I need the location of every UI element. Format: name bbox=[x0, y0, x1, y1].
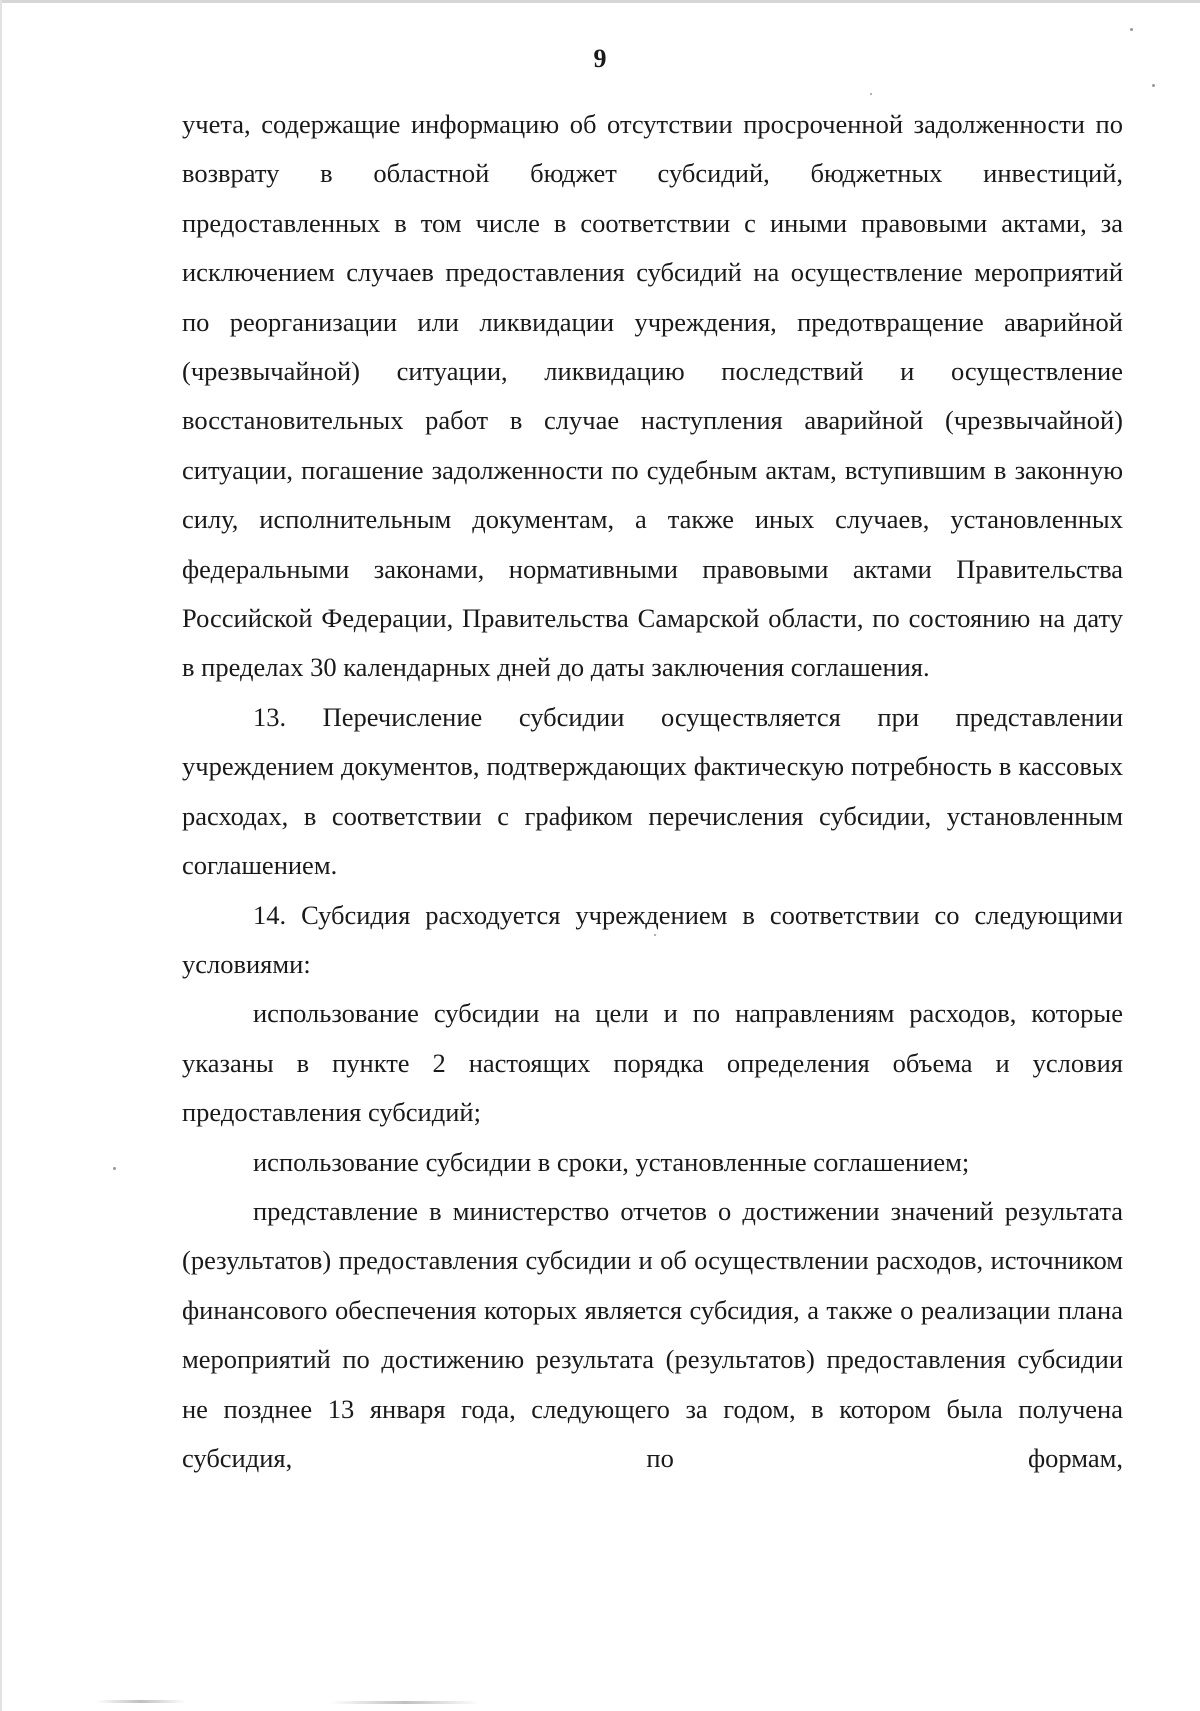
page-left-edge bbox=[0, 0, 2, 1711]
scan-speck bbox=[654, 934, 656, 936]
page-number: 9 bbox=[593, 44, 607, 73]
scan-smudge bbox=[96, 1700, 186, 1703]
scan-speck bbox=[1152, 84, 1155, 87]
scan-smudge bbox=[330, 1701, 480, 1704]
paragraph-14: 14. Субсидия расходуется учреждением в соответствии со следующими условиями: bbox=[182, 899, 1123, 979]
scan-speck bbox=[113, 1167, 116, 1170]
paragraph-13: 13. Перечисление субсидии осуществляется при представлении учреждением документов, подтверждающих фактическую потребность в кассовых расходах, в соответствии с графиком перечисления субсидии, установленным соглашением. bbox=[182, 701, 1123, 881]
scan-speck bbox=[870, 93, 872, 95]
condition-purpose: использование субсидии на цели и по направлениям расходов, которые указаны в пункте 2 настоящих порядка определения объема и условия предоставления субсидий; bbox=[182, 998, 1123, 1128]
scan-speck bbox=[1130, 28, 1133, 31]
document-body bbox=[182, 100, 1123, 1483]
condition-reporting: представление в министерство отчетов о достижении значений результата (результатов) предоставления субсидии и об осуществлении расходов, источником финансового обеспечения которых является субсидия, а также о реализации плана мероприятий по достижению результата (результатов) предоставления субсидии не позднее 13 января года, следующего за годом, в котором была получена субсидия, по формам, bbox=[182, 1195, 1123, 1473]
paragraph-continuation: учета, содержащие информацию об отсутствии просроченной задолженности по возврату в областной бюджет субсидий, бюджетных инвестиций, предоставленных в том числе в соответствии с иными правовыми актами, за исключением случаев предоставления субсидий на осуществление мероприятий по реорганизации или ликвидации учреждения, предотвращение аварийной (чрезвычайной) ситуации, ликвидацию последствий и осуществление восстановительных работ в случае наступления аварийной (чрезвычайной) ситуации, погашение задолженности по судебным актам, вступившим в законную силу, исполнительным документам, а также иных случаев, установленных федеральными законами, нормативными правовыми актами Правительства Российской Федерации, Правительства Самарской области, по состоянию на дату в пределах 30 календарных дней до даты заключения соглашения. bbox=[182, 109, 1123, 683]
page-top-edge bbox=[0, 0, 1200, 3]
condition-deadline: использование субсидии в сроки, установленные соглашением; bbox=[253, 1146, 970, 1177]
